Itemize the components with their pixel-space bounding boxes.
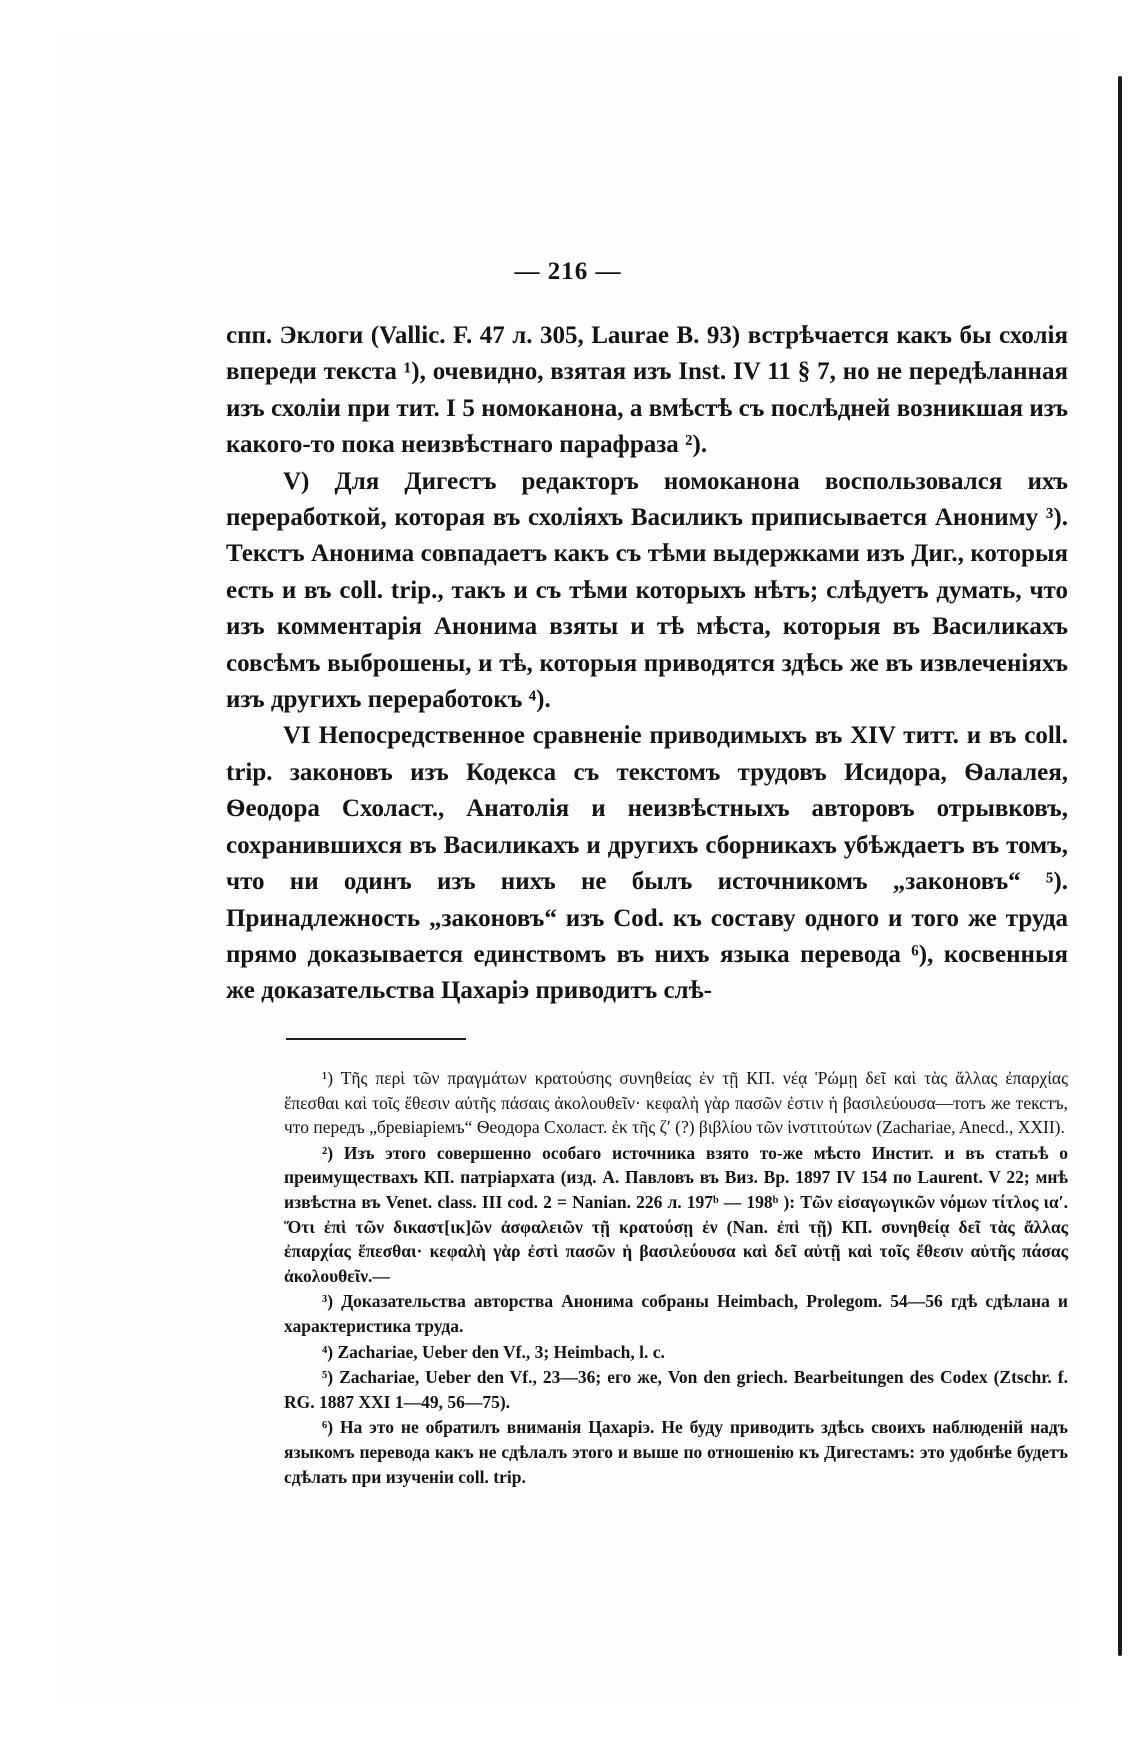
- book-page: [60, 36, 1076, 1702]
- footnote: ¹) Τῆς περὶ τῶν πραγμάτων κρατούσης συνηθείας ἐν τῇ КП. νέᾳ Ῥώμῃ δεῖ καὶ τὰς ἄλλας ἐπαρχίας ἕπεσθαι καὶ τοῖς ἔθεσιν αὐτῆς πάσαις ἀκολουθεῖν· κεφαλὴ γὰρ πασῶν ἐστιν ἡ βασιλεύουσα—тотъ же текстъ, что передъ „бревіаріемъ“ Ѳеодора Схоласт. ἐκ τῆς ζ′ (?) βιβλίου τῶν ἰνστιτούτων (Zachariae, Anecd., XXII).: [284, 1068, 1068, 1138]
- footnote: ⁶) На это не обратилъ вниманія Цахаріэ. Не буду приводить здѣсь своихъ наблюденій надъ языкомъ перевода какъ не сдѣлалъ этого и выше по отношенію къ Дигестамъ: это удобнѣе будетъ сдѣлать при изученіи coll. trip.: [284, 1417, 1068, 1487]
- paragraph: V) Для Дигестъ редакторъ номоканона воспользовался ихъ переработкой, которая въ схоліяхъ Василикъ приписывается Анониму ³). Текстъ Анонима совпадаетъ какъ съ тѣми выдержками изъ Диг., которыя есть и въ coll. trip., такъ и съ тѣми которыхъ нѣтъ; слѣдуетъ думать, что изъ комментарія Анонима взяты и тѣ мѣста, которыя въ Василикахъ совсѣмъ выброшены, и тѣ, которыя приводятся здѣсь же въ извлеченіяхъ изъ другихъ переработокъ ⁴).: [226, 467, 1068, 714]
- main-text: [226, 318, 1068, 1010]
- footnote: ⁴) Zachariae, Ueber den Vf., 3; Heimbach, l. c.: [322, 1341, 665, 1362]
- page-number: — 216 —: [514, 258, 622, 285]
- paragraph: спп. Эклоги (Vallic. F. 47 л. 305, Laurae B. 93) встрѣчается какъ бы схолія впереди текста ¹), очевидно, взятая изъ Inst. IV 11 § 7, но не передѣланная изъ схоліи при тит. I 5 номоканона, а вмѣстѣ съ послѣдней возникшая изъ какого-то пока неизвѣстнаго парафраза ²).: [226, 322, 1068, 459]
- footnote: ⁵) Zachariae, Ueber den Vf., 23—36; его же, Von den griech. Bearbeitungen des Codex (Ztschr. f. RG. 1887 XXI 1—49, 56—75).: [284, 1367, 1068, 1412]
- footnote-divider: [286, 1038, 466, 1040]
- footnote: ³) Доказательства авторства Анонима собраны Heimbach, Prolegom. 54—56 гдѣ сдѣлана и характеристика труда.: [284, 1291, 1068, 1336]
- footnote: ²) Изъ этого совершенно особаго источника взято то-же мѣсто Инстит. и въ статьѣ о преимуществахъ КП. патріархата (изд. А. Павловъ въ Виз. Вр. 1897 IV 154 по Laurent. V 22; мнѣ извѣстна въ Venet. class. III cod. 2 = Nanian. 226 л. 197ᵇ — 198ᵇ ): Τῶν εἰσαγωγικῶν νόμων τίτλος ια′. Ὅτι ἐπὶ τῶν δικαστ[ικ]ῶν ἀσφαλειῶν τῇ κρατούσῃ ἐν (Nan. ἐπὶ τῇ) КП. συνηθείᾳ δεῖ τὰς ἄλλας ἐπαρχίας ἕπεσθαι· κεφαλὴ γὰρ ἐστὶ πασῶν ἡ βασιλεύουσα καὶ δεῖ αὐτῇ καὶ τοῖς ἔθεσιν αὐτῆς πάσας ἀκολουθεῖν.—: [284, 1142, 1068, 1286]
- paragraph: VI Непосредственное сравненіе приводимыхъ въ XIV титт. и въ coll. trip. законовъ изъ Кодекса съ текстомъ трудовъ Исидора, Ѳалалея, Ѳеодора Схоласт., Анатолія и неизвѣстныхъ авторовъ отрывковъ, сохранившихся въ Василикахъ и другихъ сборникахъ убѣждаетъ въ томъ, что ни одинъ изъ нихъ не былъ источникомъ „законовъ“ ⁵). Принадлежность „законовъ“ изъ Cod. къ составу одного и того же труда прямо доказывается единствомъ въ нихъ языка перевода ⁶), косвенныя же доказательства Цахаріэ приводитъ слѣ-: [226, 722, 1068, 1005]
- footnotes: [284, 1066, 1068, 1490]
- page-edge-line: [1118, 76, 1122, 1656]
